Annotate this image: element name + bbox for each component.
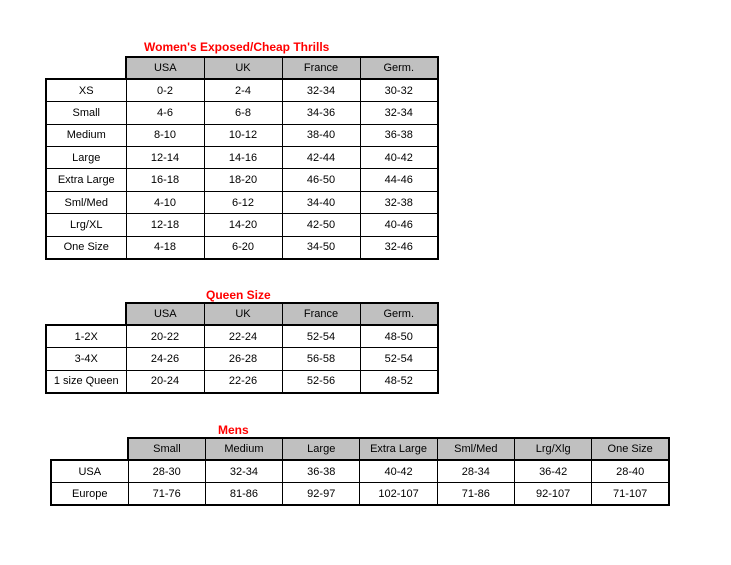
size-cell: 92-107 [514, 483, 591, 505]
size-cell: 34-40 [282, 191, 360, 213]
size-cell: 71-86 [437, 483, 514, 505]
column-header: UK [204, 57, 282, 79]
column-header: Germ. [360, 57, 438, 79]
size-cell: 40-42 [360, 147, 438, 169]
size-cell: 0-2 [126, 79, 204, 101]
row-label: 3-4X [46, 348, 126, 370]
size-cell: 24-26 [126, 348, 204, 370]
size-cell: 6-12 [204, 191, 282, 213]
row-label: Extra Large [46, 169, 126, 191]
column-header: UK [204, 303, 282, 325]
size-cell: 92-97 [283, 483, 360, 505]
queen-size-table [45, 302, 439, 394]
column-header: One Size [592, 438, 669, 460]
column-header: USA [126, 57, 204, 79]
size-cell: 42-44 [282, 147, 360, 169]
size-cell: 4-6 [126, 102, 204, 124]
size-cell: 22-24 [204, 325, 282, 347]
table-row [46, 191, 438, 213]
column-header: Sml/Med [437, 438, 514, 460]
size-cell: 46-50 [282, 169, 360, 191]
size-cell: 36-42 [514, 460, 591, 482]
table-row [46, 124, 438, 146]
size-cell: 10-12 [204, 124, 282, 146]
size-cell: 28-40 [592, 460, 669, 482]
column-header: Lrg/Xlg [514, 438, 591, 460]
column-header: France [282, 57, 360, 79]
size-cell: 32-34 [282, 79, 360, 101]
size-cell: 32-46 [360, 236, 438, 258]
size-cell: 32-38 [360, 191, 438, 213]
row-label: Europe [51, 483, 128, 505]
size-cell: 48-50 [360, 325, 438, 347]
size-cell: 34-50 [282, 236, 360, 258]
size-cell: 71-76 [128, 483, 205, 505]
header-row [46, 303, 438, 325]
size-cell: 4-10 [126, 191, 204, 213]
table-row [46, 236, 438, 258]
column-header: Extra Large [360, 438, 437, 460]
size-cell: 52-56 [282, 370, 360, 392]
queen-table-title: Queen Size [206, 288, 271, 302]
size-cell: 30-32 [360, 79, 438, 101]
size-cell: 18-20 [204, 169, 282, 191]
size-cell: 12-18 [126, 214, 204, 236]
table-row [46, 169, 438, 191]
size-cell: 32-34 [205, 460, 282, 482]
row-label: Large [46, 147, 126, 169]
row-label: USA [51, 460, 128, 482]
size-cell: 81-86 [205, 483, 282, 505]
size-cell: 36-38 [360, 124, 438, 146]
row-label: 1 size Queen [46, 370, 126, 392]
mens-table-title: Mens [218, 423, 249, 437]
table-row [46, 370, 438, 392]
size-cell: 40-42 [360, 460, 437, 482]
row-label: One Size [46, 236, 126, 258]
size-cell: 32-34 [360, 102, 438, 124]
womens-size-table [45, 56, 439, 260]
row-label: Lrg/XL [46, 214, 126, 236]
womens-table-title: Women's Exposed/Cheap Thrills [144, 40, 330, 54]
corner-spacer [51, 438, 128, 460]
row-label: XS [46, 79, 126, 101]
table-row [46, 348, 438, 370]
table-row [46, 325, 438, 347]
size-cell: 14-16 [204, 147, 282, 169]
column-header: Medium [205, 438, 282, 460]
header-row [46, 57, 438, 79]
size-cell: 48-52 [360, 370, 438, 392]
table-row [46, 214, 438, 236]
size-cell: 40-46 [360, 214, 438, 236]
size-cell: 56-58 [282, 348, 360, 370]
size-cell: 22-26 [204, 370, 282, 392]
corner-spacer [46, 303, 126, 325]
size-cell: 42-50 [282, 214, 360, 236]
table-row [46, 102, 438, 124]
column-header: USA [126, 303, 204, 325]
size-cell: 52-54 [282, 325, 360, 347]
column-header: France [282, 303, 360, 325]
size-cell: 20-22 [126, 325, 204, 347]
table-row [46, 79, 438, 101]
size-cell: 26-28 [204, 348, 282, 370]
column-header: Large [283, 438, 360, 460]
mens-size-table [50, 437, 670, 506]
header-row [51, 438, 669, 460]
row-label: Small [46, 102, 126, 124]
size-cell: 6-8 [204, 102, 282, 124]
row-label: Sml/Med [46, 191, 126, 213]
size-cell: 28-30 [128, 460, 205, 482]
size-cell: 52-54 [360, 348, 438, 370]
table-row [51, 460, 669, 482]
size-cell: 4-18 [126, 236, 204, 258]
row-label: Medium [46, 124, 126, 146]
size-cell: 6-20 [204, 236, 282, 258]
size-cell: 38-40 [282, 124, 360, 146]
size-cell: 36-38 [283, 460, 360, 482]
row-label: 1-2X [46, 325, 126, 347]
table-row [51, 483, 669, 505]
size-cell: 28-34 [437, 460, 514, 482]
size-cell: 44-46 [360, 169, 438, 191]
column-header: Germ. [360, 303, 438, 325]
corner-spacer [46, 57, 126, 79]
size-cell: 102-107 [360, 483, 437, 505]
size-cell: 2-4 [204, 79, 282, 101]
size-cell: 12-14 [126, 147, 204, 169]
size-cell: 71-107 [592, 483, 669, 505]
size-cell: 34-36 [282, 102, 360, 124]
size-cell: 8-10 [126, 124, 204, 146]
table-row [46, 147, 438, 169]
size-cell: 20-24 [126, 370, 204, 392]
size-cell: 16-18 [126, 169, 204, 191]
column-header: Small [128, 438, 205, 460]
size-cell: 14-20 [204, 214, 282, 236]
